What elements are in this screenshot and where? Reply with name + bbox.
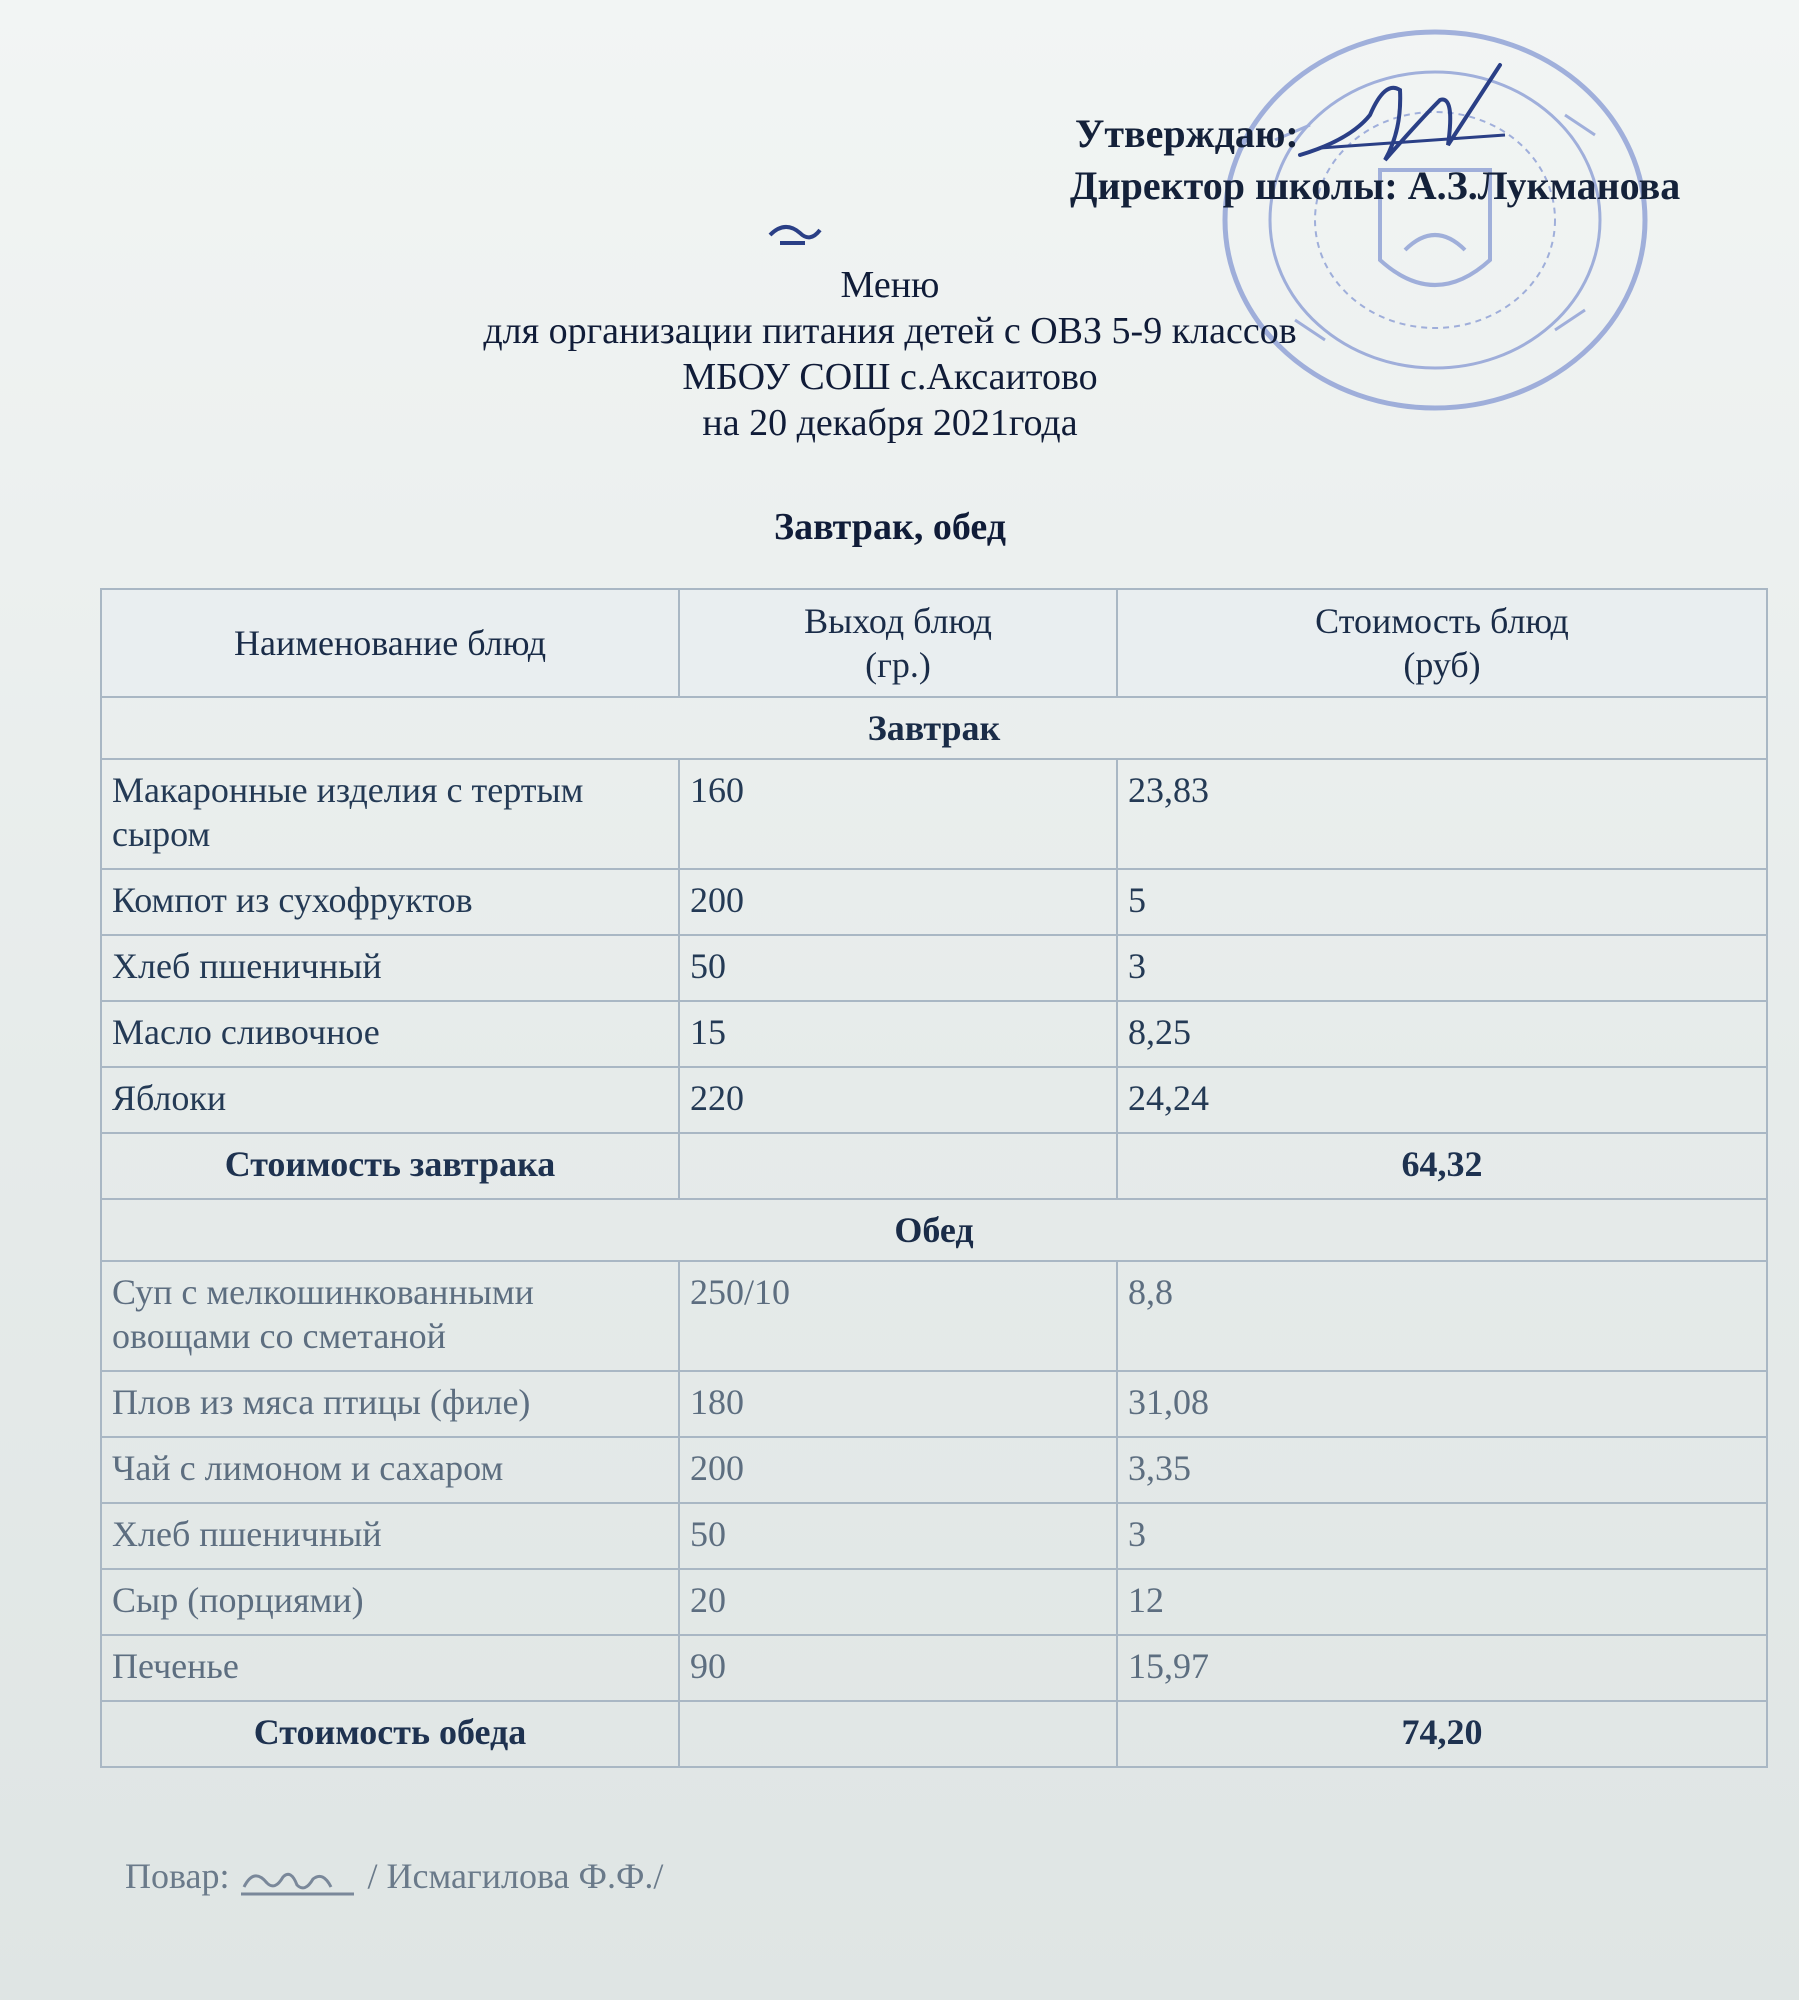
dish-name: Компот из сухофруктов: [101, 869, 679, 935]
dish-yield: 250/10: [679, 1261, 1117, 1371]
table-row: [101, 1067, 1767, 1133]
dish-cost: 24,24: [1117, 1067, 1767, 1133]
dish-name: Яблоки: [101, 1067, 679, 1133]
table-row: [101, 1371, 1767, 1437]
ink-mark-icon: [765, 215, 825, 250]
table-row: [101, 1261, 1767, 1371]
title-line-menu: Меню: [840, 264, 940, 306]
total-label: Стоимость завтрака: [101, 1133, 679, 1199]
dish-yield: 180: [679, 1371, 1117, 1437]
total-empty-cell: [679, 1701, 1117, 1767]
cook-name: / Исмагилова Ф.Ф./: [367, 1856, 664, 1896]
dish-cost: 3: [1117, 935, 1767, 1001]
table-row: [101, 1437, 1767, 1503]
dish-name: Плов из мяса птицы (филе): [101, 1371, 679, 1437]
total-label: Стоимость обеда: [101, 1701, 679, 1767]
table-row: [101, 1635, 1767, 1701]
title-line-school: МБОУ СОШ с.Аксаитово: [682, 356, 1098, 398]
dish-cost: 15,97: [1117, 1635, 1767, 1701]
table-row: [101, 935, 1767, 1001]
section-row-lunch: Обед: [101, 1199, 1767, 1261]
dish-name: Печенье: [101, 1635, 679, 1701]
dish-name: Сыр (порциями): [101, 1569, 679, 1635]
table-header-row: [101, 589, 1767, 697]
title-line-date: на 20 декабря 2021года: [702, 402, 1078, 444]
dish-cost: 8,25: [1117, 1001, 1767, 1067]
dish-yield: 90: [679, 1635, 1117, 1701]
dish-name: Суп с мелкошинкованными овощами со сметаной: [101, 1261, 679, 1371]
dish-cost: 8,8: [1117, 1261, 1767, 1371]
dish-yield: 50: [679, 1503, 1117, 1569]
dish-name: Макаронные изделия с тертым сыром: [101, 759, 679, 869]
menu-table: [100, 588, 1768, 1768]
dish-name: Хлеб пшеничный: [101, 935, 679, 1001]
table-row: [101, 1001, 1767, 1067]
dish-yield: 15: [679, 1001, 1117, 1067]
total-value: 64,32: [1117, 1133, 1767, 1199]
dish-yield: 50: [679, 935, 1117, 1001]
dish-cost: 3: [1117, 1503, 1767, 1569]
dish-yield: 200: [679, 869, 1117, 935]
table-row: [101, 759, 1767, 869]
dish-cost: 3,35: [1117, 1437, 1767, 1503]
dish-cost: 31,08: [1117, 1371, 1767, 1437]
dish-cost: 12: [1117, 1569, 1767, 1635]
header-cost: Стоимость блюд (руб): [1117, 589, 1767, 697]
dish-name: Масло сливочное: [101, 1001, 679, 1067]
dish-cost: 23,83: [1117, 759, 1767, 869]
dish-yield: 160: [679, 759, 1117, 869]
table-row: [101, 1503, 1767, 1569]
cook-signature: [239, 1863, 359, 1897]
total-empty-cell: [679, 1133, 1117, 1199]
lunch-total-row: [101, 1701, 1767, 1767]
dish-cost: 5: [1117, 869, 1767, 935]
dish-yield: 200: [679, 1437, 1117, 1503]
table-row: [101, 869, 1767, 935]
title-line-purpose: для организации питания детей с ОВЗ 5-9 классов: [483, 310, 1297, 352]
cook-signature-line: [125, 1855, 663, 1897]
section-row-breakfast: Завтрак: [101, 697, 1767, 759]
header-dish-name: Наименование блюд: [101, 589, 679, 697]
dish-name: Чай с лимоном и сахаром: [101, 1437, 679, 1503]
approval-signatory: Директор школы: А.З.Лукманова: [1070, 163, 1681, 208]
cook-label: Повар:: [125, 1856, 230, 1896]
approval-line: Утверждаю:: [1075, 111, 1299, 156]
dish-yield: 20: [679, 1569, 1117, 1635]
document-title: [300, 262, 1480, 446]
approval-block: [1070, 108, 1680, 212]
table-row: [101, 1569, 1767, 1635]
dish-yield: 220: [679, 1067, 1117, 1133]
section-heading: Завтрак, обед: [774, 506, 1006, 548]
header-yield: Выход блюд (гр.): [679, 589, 1117, 697]
breakfast-total-row: [101, 1133, 1767, 1199]
total-value: 74,20: [1117, 1701, 1767, 1767]
dish-name: Хлеб пшеничный: [101, 1503, 679, 1569]
